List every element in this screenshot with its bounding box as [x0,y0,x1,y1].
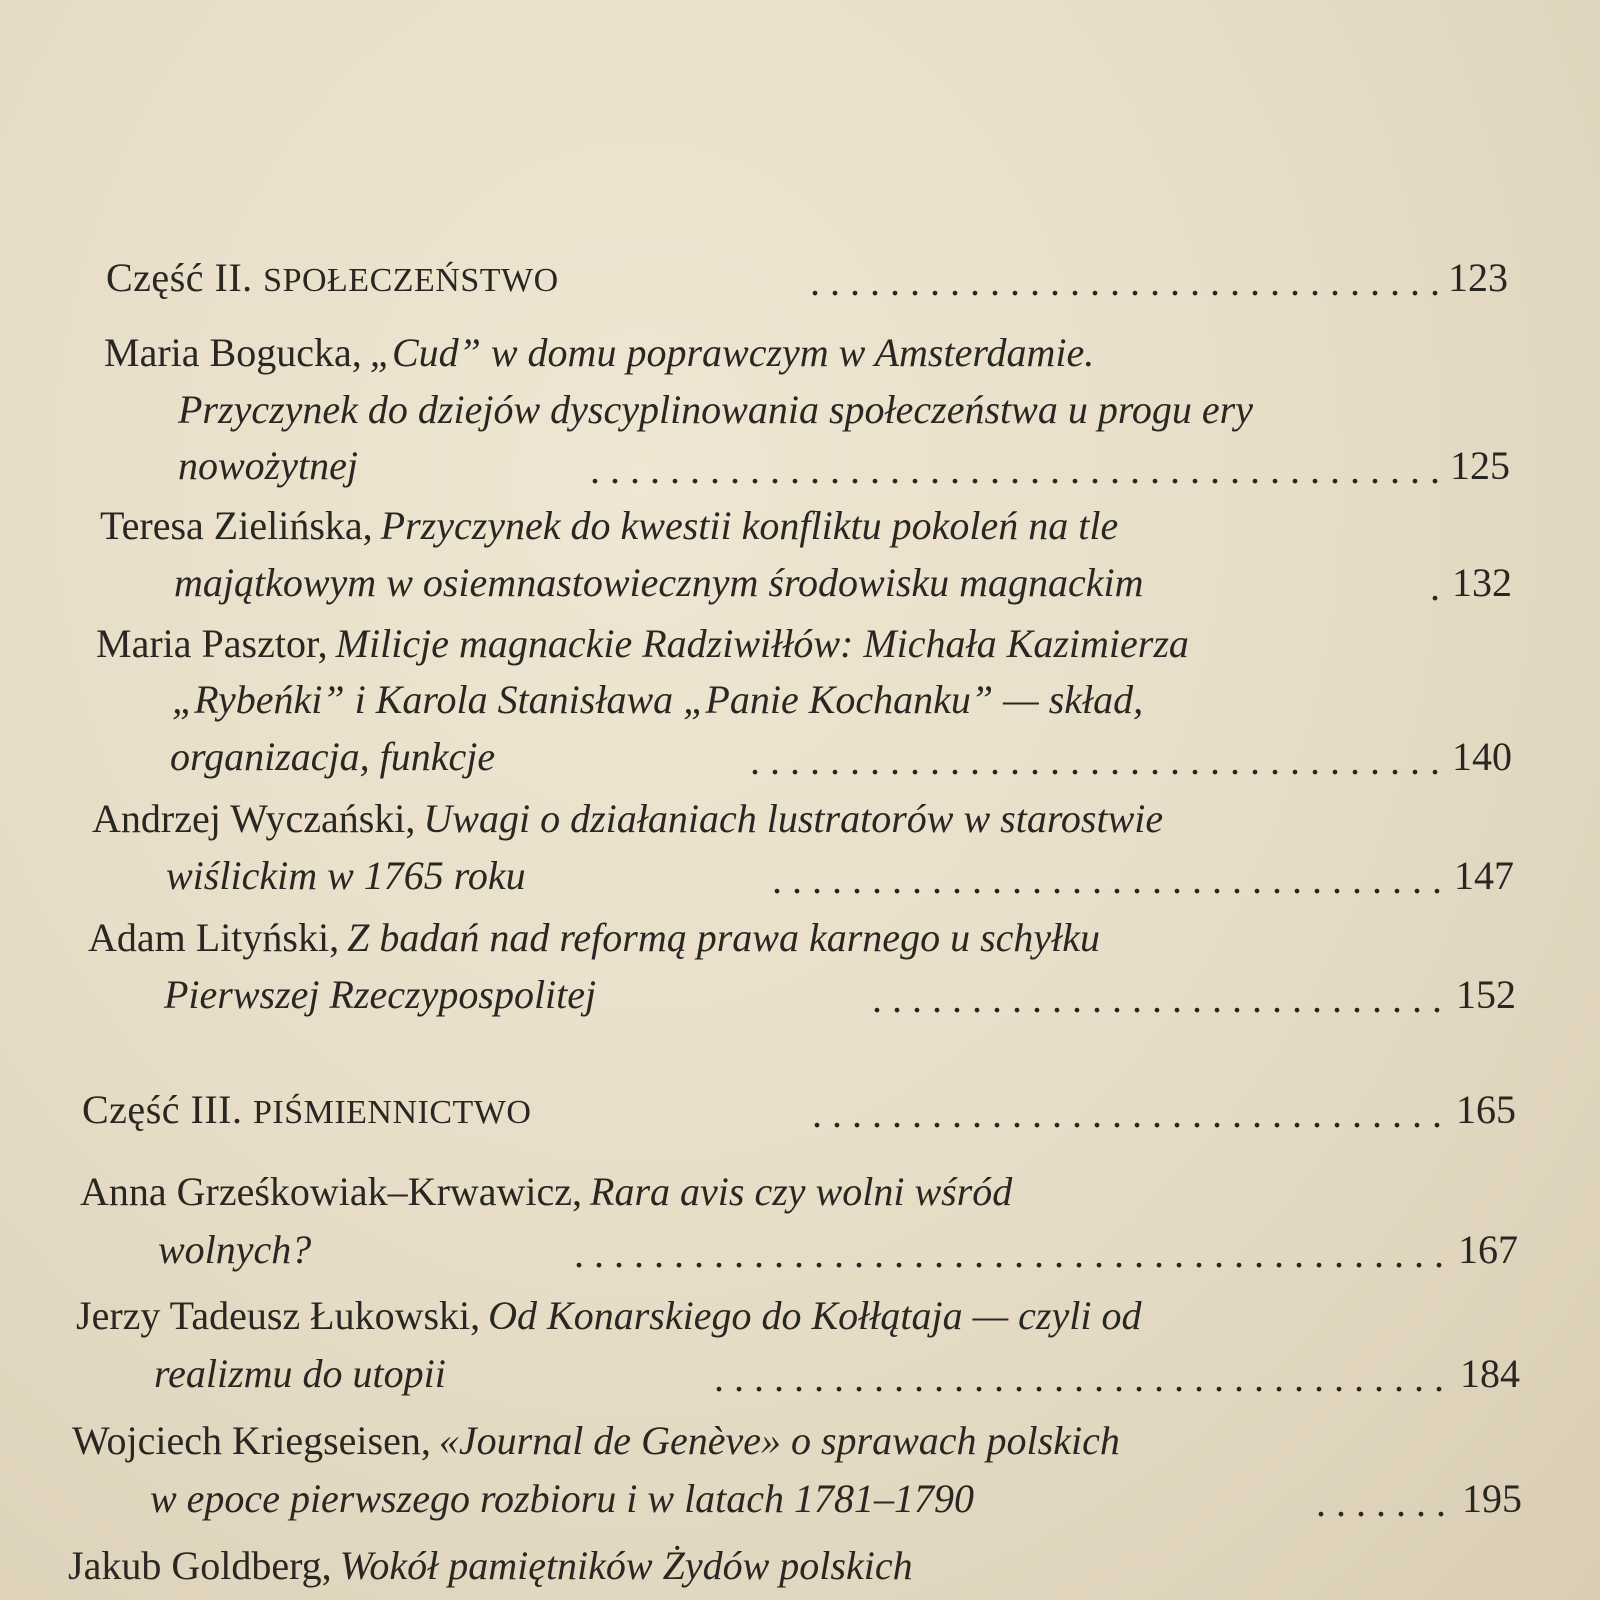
page-number: 132 [1452,560,1512,605]
page-number: 147 [1454,853,1514,898]
entry-title-line: w epoce pierwszego rozbioru i w latach 1781–1790 [150,1476,975,1521]
entry-title: Milicje magnackie Radziwiłłów: Michała Kazimierza [335,621,1189,666]
page-number: 125 [1450,443,1510,488]
page-number: 123 [1448,255,1508,300]
entry-author: Teresa Zielińska, [100,503,373,548]
toc-entry-line [72,1418,1120,1463]
entry-title-line: realizmu do utopii [154,1351,446,1396]
part-label: Część III. [82,1087,253,1132]
entry-title: Rara avis czy wolni wśród [590,1169,1013,1214]
entry-title-line: Przyczynek do dziejów dyscyplinowania społeczeństwa u progu ery [178,387,1253,432]
entry-title-line: wiślickim w 1765 roku [166,853,526,898]
entry-author: Andrzej Wyczański, [92,796,416,841]
entry-author: Maria Bogucka, [104,330,362,375]
entry-title: Przyczynek do kwestii konfliktu pokoleń na tle [380,503,1119,548]
toc-entry-line [92,796,1164,841]
toc-entry-line [76,1293,1142,1338]
leader-dots: . . . . . . . [1316,1480,1446,1525]
part-heading-3 [82,1087,532,1132]
entry-author: Adam Lityński, [88,915,340,960]
leader-dots: . . . . . . . . . . . . . . . . . . . . . . . . . . . . . . . . . . . . . . . . . . . [590,447,1440,492]
entry-title: „Cud” w domu poprawczym w Amsterdamie. [369,330,1095,375]
leader-dots: . . . . . . . . . . . . . . . . . . . . . . . . . . . . . . . . . . [772,857,1442,902]
entry-title-line: nowożytnej [178,443,358,488]
page-number: 167 [1458,1227,1518,1272]
entry-title-line: „Rybeńki” i Karola Stanisława „Panie Kochanku” — skład, [172,677,1144,722]
leader-dots: . [1430,564,1440,609]
part-label: Część II. [106,255,264,300]
entry-author: Maria Pasztor, [96,621,328,666]
entry-title: Wokół pamiętników Żydów polskich [339,1543,913,1588]
toc-entry-line [96,621,1189,666]
toc-entry-line [100,503,1119,548]
entry-author: Jakub Goldberg, [68,1543,332,1588]
entry-title: Od Konarskiego do Kołłątaja — czyli od [488,1293,1142,1338]
toc-entry-line [80,1169,1013,1214]
part-heading-2 [106,255,559,300]
part-label-title: PIŚMIENNICTWO [252,1094,532,1131]
entry-title-line: organizacja, funkcje [170,734,496,779]
page-number: 165 [1456,1087,1516,1132]
leader-dots: . . . . . . . . . . . . . . . . . . . . . . . . . . . . . . . . . . . . . [714,1355,1444,1400]
page-number: 140 [1452,734,1512,779]
leader-dots: . . . . . . . . . . . . . . . . . . . . . . . . . . . . . . . . . . . . . . . . . . . . [574,1231,1444,1276]
entry-author: Anna Grześkowiak–Krwawicz, [80,1169,583,1214]
entry-author: Wojciech Kriegseisen, [72,1418,431,1463]
toc-entry-line [68,1543,913,1588]
entry-title-line: Pierwszej Rzeczypospolitej [164,972,597,1017]
leader-dots: . . . . . . . . . . . . . . . . . . . . . . . . . . . . . . . . [812,1091,1442,1136]
part-label-title: SPOŁECZEŃSTWO [263,262,559,299]
entry-title: «Journal de Genève» o sprawach polskich [438,1418,1120,1463]
entry-title-line: majątkowym w osiemnastowiecznym środowisku magnackim [174,560,1144,605]
leader-dots: . . . . . . . . . . . . . . . . . . . . . . . . . . . . . [872,976,1442,1021]
page-number: 152 [1456,972,1516,1017]
toc-entry-line [88,915,1101,960]
page-number: 184 [1460,1351,1520,1396]
entry-title-line: wolnych? [158,1227,312,1272]
entry-author: Jerzy Tadeusz Łukowski, [76,1293,481,1338]
entry-title: Uwagi o działaniach lustratorów w starostwie [423,796,1164,841]
page-number: 195 [1462,1476,1522,1521]
toc-entry-line [104,330,1095,375]
entry-title: Z badań nad reformą prawa karnego u schyłku [347,915,1101,960]
leader-dots: . . . . . . . . . . . . . . . . . . . . . . . . . . . . . . . . [810,259,1440,304]
leader-dots: . . . . . . . . . . . . . . . . . . . . . . . . . . . . . . . . . . . [750,738,1440,783]
